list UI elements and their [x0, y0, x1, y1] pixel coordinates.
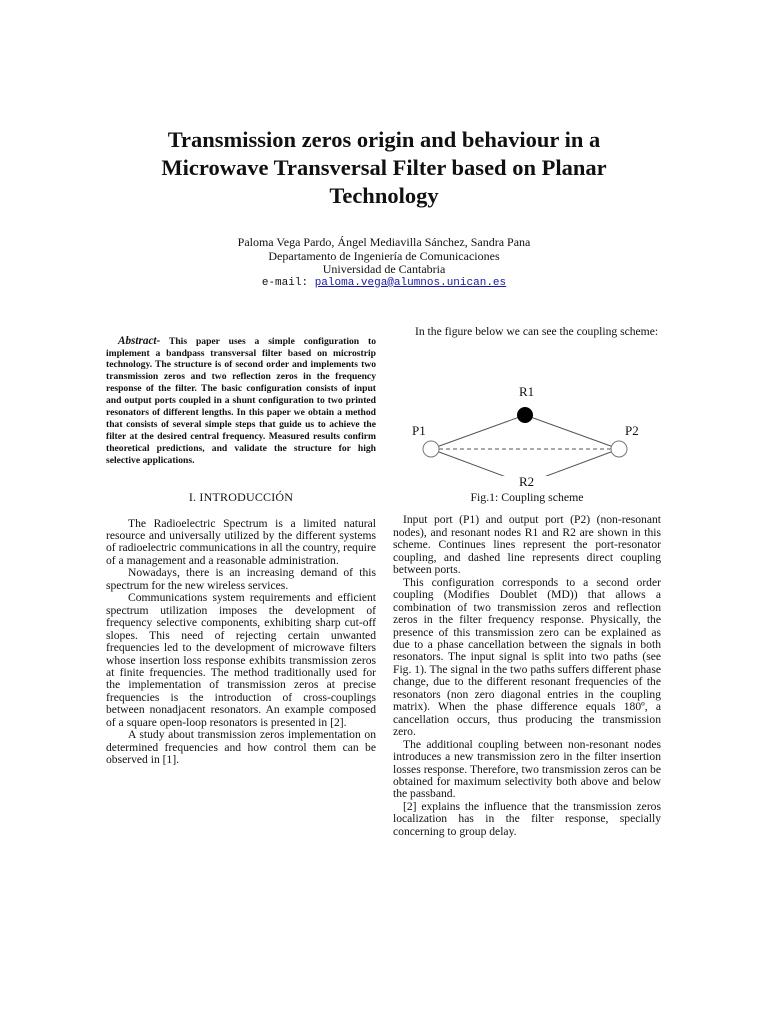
body-paragraph: This configuration corresponds to a second order coupling (Modifies Doublet (MD)) that allows a combination of two transmission zeros and reflection zeros in the filter frequency response. Physically, the presence of this transmission zero can be explained as due to a phase cancellation between the signals in both resonators. The input signal is split into two paths (see Fig. 1). The signal in the two paths suffers different phase change, due to the different resonant frequencies of the resonators (non zero diagonal entries in the coupling matrix). When the phase difference equals 180º, a cancellation occurs, thus producing the transmission zero. — [393, 575, 661, 739]
body-paragraph: Input port (P1) and output port (P2) (non-resonant nodes), and resonant nodes R1 and R2 are shown in this scheme. Continues lines represent the port-resonator coupling, and dashed line represents direct coupling between ports. — [393, 513, 661, 577]
label-p2: P2 — [625, 423, 639, 439]
title-line: Microwave Transversal Filter based on Planar — [161, 155, 607, 180]
coupling-diagram — [393, 344, 661, 476]
section-heading: I. INTRODUCCIÓN — [188, 489, 294, 504]
intro-paragraph: Communications system requirements and efficient spectrum utilization imposes the development of frequency selective components, exhibiting sharp cut-off slopes. This need of rejecting certain unwanted frequencies led to the development of microwave filters whose insertion loss response exhibits transmission zeros at finite frequencies. The method traditionally used for the implementation of transmission zeros at precise frequencies is the introduction of cross-couplings between nonadjacent resonators. An example composed of a square open-loop resonators is presented in [2]. — [106, 591, 376, 729]
coupling-scheme-figure — [393, 344, 661, 476]
figure-intro: In the figure below we can see the coupling scheme: — [415, 325, 659, 338]
intro-paragraph: A study about transmission zeros implementation on determined frequencies and how control them can be observed in [1]. — [106, 728, 376, 767]
email-label: e-mail: — [261, 276, 309, 289]
body-paragraph: [2] explains the influence that the transmission zeros localization has in the filter response, specially concerning to group delay. — [393, 799, 661, 838]
department: Departamento de Ingeniería de Comunicaciones — [268, 248, 500, 263]
label-p1: P1 — [412, 423, 426, 439]
coupling-line-p1-r1 — [431, 415, 525, 449]
email-line — [84, 277, 684, 291]
abstract-text: This paper uses a simple configuration to implement a bandpass transversal filter based on microstrip technology. The structure is of second order and implements two transmission zeros and two reflection zeros in the frequency response of the filter. The basic configuration consists of input and output ports coupled in a shunt configuration to two printed resonators of different lengths. In this paper we obtain a method that consists of several simple steps that guide us to achieve the filter at the desired central frequency. Measured results confirm theoretical predictions, and validate the structure for high selective applications. — [106, 335, 376, 466]
figure-caption: Fig.1: Coupling scheme — [470, 490, 584, 505]
university: Universidad de Cantabria — [322, 262, 446, 276]
abstract — [106, 336, 376, 467]
coupling-line-p1-r2 — [431, 449, 525, 476]
left-column — [106, 326, 376, 767]
intro-paragraph: The Radioelectric Spectrum is a limited natural resource and universally utilized by the different systems of radioelectric communications in all the country, require of a management and a reasonable administration. — [106, 516, 376, 567]
label-r2: R2 — [519, 474, 535, 490]
coupling-line-r1-p2 — [525, 415, 619, 449]
intro-paragraph: Nowadays, there is an increasing demand of this spectrum for the new wireless services. — [106, 566, 376, 592]
coupling-line-r2-p2 — [525, 449, 619, 476]
label-r1: R1 — [519, 384, 535, 400]
abstract-lead: Abstract- — [118, 334, 161, 347]
email-link[interactable]: paloma.vega@alumnos.unican.es — [314, 276, 507, 289]
paper-title — [84, 126, 684, 210]
r2-label-row — [393, 476, 661, 488]
author-block — [84, 236, 684, 290]
port-node-p2 — [611, 441, 627, 457]
resonator-node-r1 — [517, 407, 533, 423]
right-column — [393, 326, 661, 838]
title-line: Transmission zeros origin and behaviour in a — [167, 127, 601, 152]
author-names: Paloma Vega Pardo, Ángel Mediavilla Sánchez, Sandra Pana — [237, 235, 531, 249]
port-node-p1 — [423, 441, 439, 457]
title-line: Technology — [329, 183, 439, 208]
body-paragraph: The additional coupling between non-resonant nodes introduces a new transmission zero in the filter insertion losses response. Therefore, two transmission zeros can be obtained for maximum selectivity both above and below the passband. — [393, 737, 661, 801]
